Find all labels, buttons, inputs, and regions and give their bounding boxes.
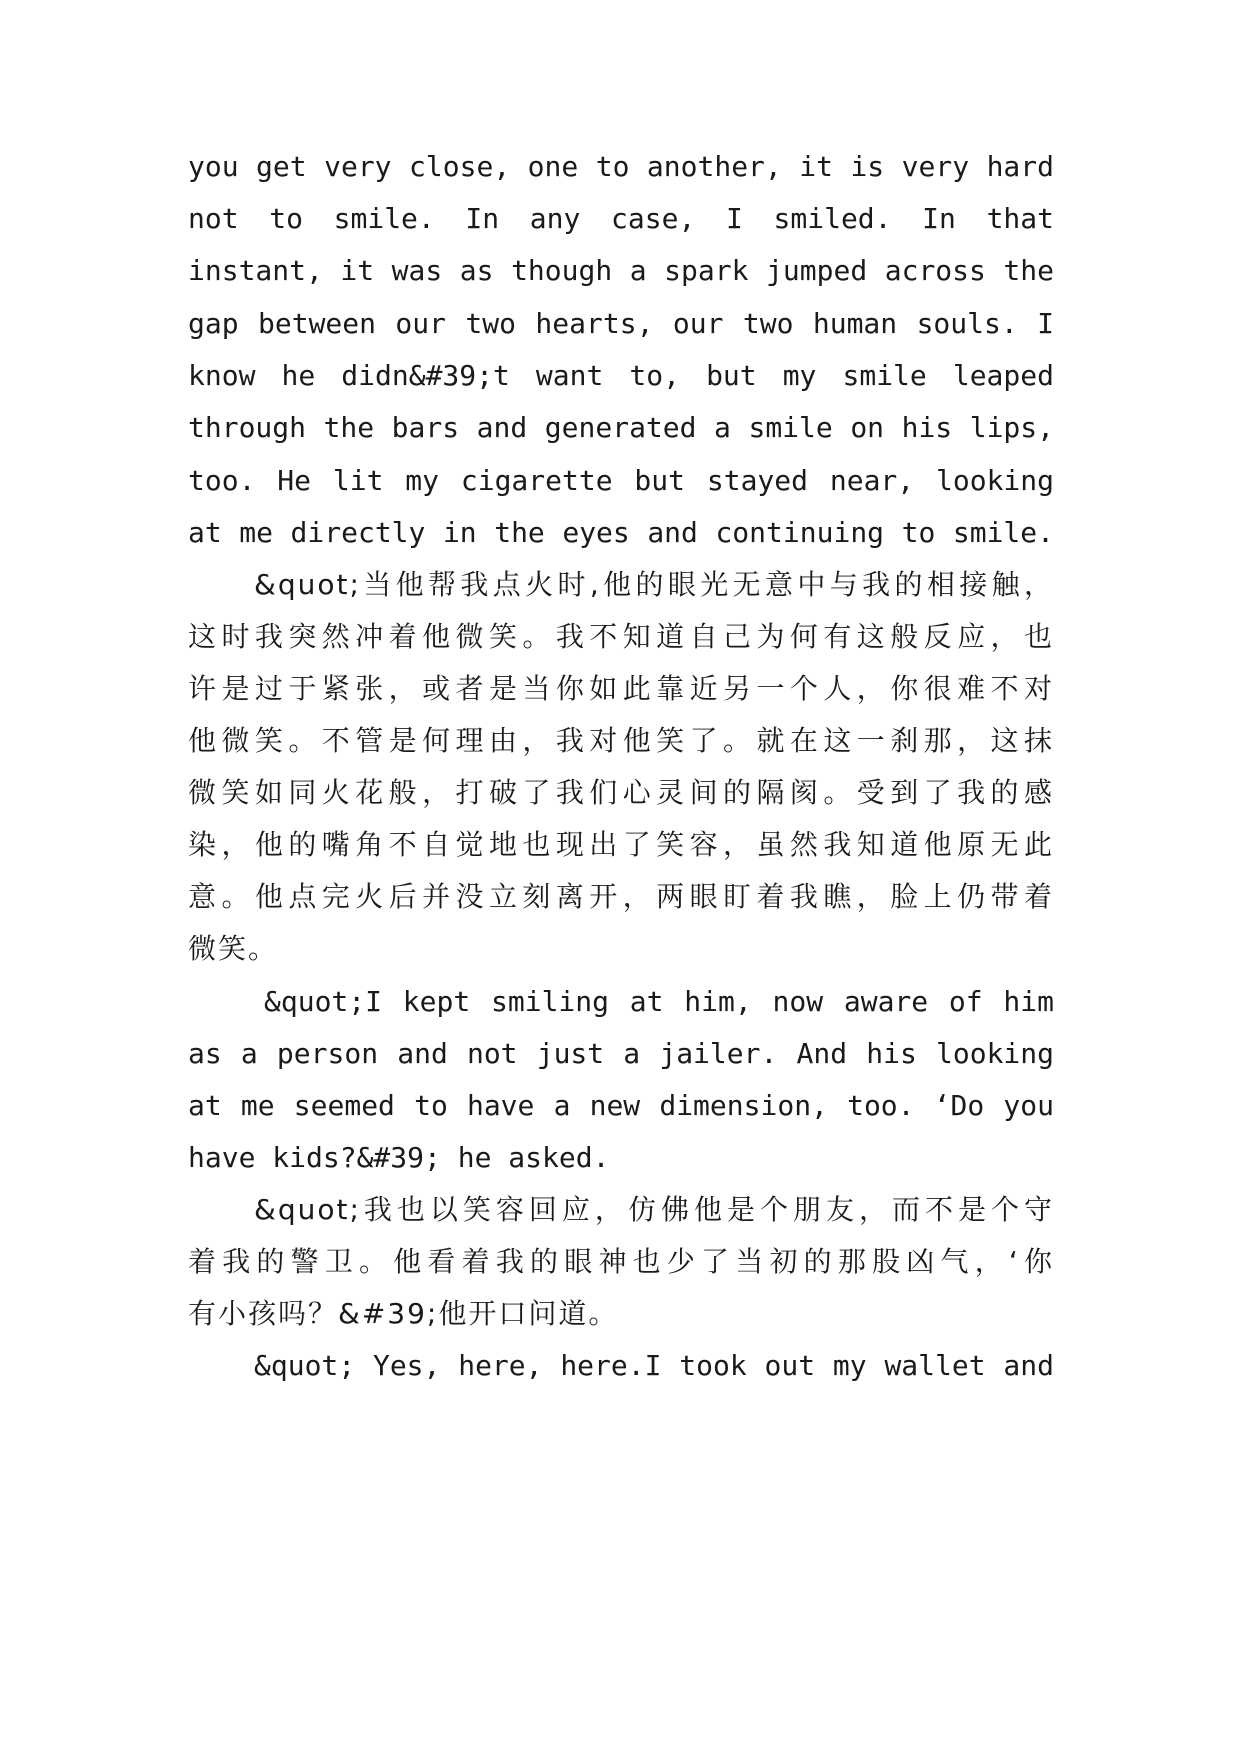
text-line: you get very close, one to another, it is very hard	[188, 150, 1054, 183]
text-line: gap between our two hearts, our two human souls. I	[188, 307, 1054, 340]
text-line: 这时我突然冲着他微笑。我不知道自己为何有这般反应，也	[188, 620, 1054, 653]
text-line: at me directly in the eyes and continuing to smile.	[188, 516, 1054, 549]
text-line: have kids?&#39; he asked.	[188, 1141, 610, 1174]
text-line: too. He lit my cigarette but stayed near, looking	[188, 464, 1054, 497]
text-line: 他微笑。不管是何理由，我对他笑了。就在这一刹那，这抹	[188, 724, 1054, 757]
text-line: through the bars and generated a smile on his lips,	[188, 411, 1054, 444]
text-line: 微笑如同火花般，打破了我们心灵间的隔阂。受到了我的感	[188, 776, 1054, 809]
text-line: know he didn&#39;t want to, but my smile leaped	[188, 359, 1054, 392]
text-line: not to smile. In any case, I smiled. In that	[188, 202, 1054, 235]
text-line: 着我的警卫。他看着我的眼神也少了当初的那股凶气，‘你	[188, 1245, 1054, 1278]
text-line: &quot;当他帮我点火时,他的眼光无意中与我的相接触，	[254, 568, 1054, 601]
text-line: as a person and not just a jailer. And his looking	[188, 1037, 1054, 1070]
text-line: at me seemed to have a new dimension, too. ‘Do you	[188, 1089, 1054, 1122]
text-line: 许是过于紧张，或者是当你如此靠近另一个人，你很难不对	[188, 672, 1054, 705]
text-line: 意。他点完火后并没立刻离开，两眼盯着我瞧，脸上仍带着	[188, 880, 1054, 913]
text-line: &quot; Yes, here, here.I took out my wallet and	[254, 1349, 1054, 1382]
text-line: &quot;我也以笑容回应，仿佛他是个朋友，而不是个守	[254, 1193, 1054, 1226]
text-line: 染，他的嘴角不自觉地也现出了笑容，虽然我知道他原无此	[188, 828, 1054, 861]
text-line: 微笑。	[188, 932, 279, 965]
text-line: instant, it was as though a spark jumped across the	[188, 254, 1054, 287]
text-line: 有小孩吗？&#39;他开口问道。	[188, 1297, 619, 1330]
text-line: &quot;I kept smiling at him, now aware of him	[264, 985, 1054, 1018]
